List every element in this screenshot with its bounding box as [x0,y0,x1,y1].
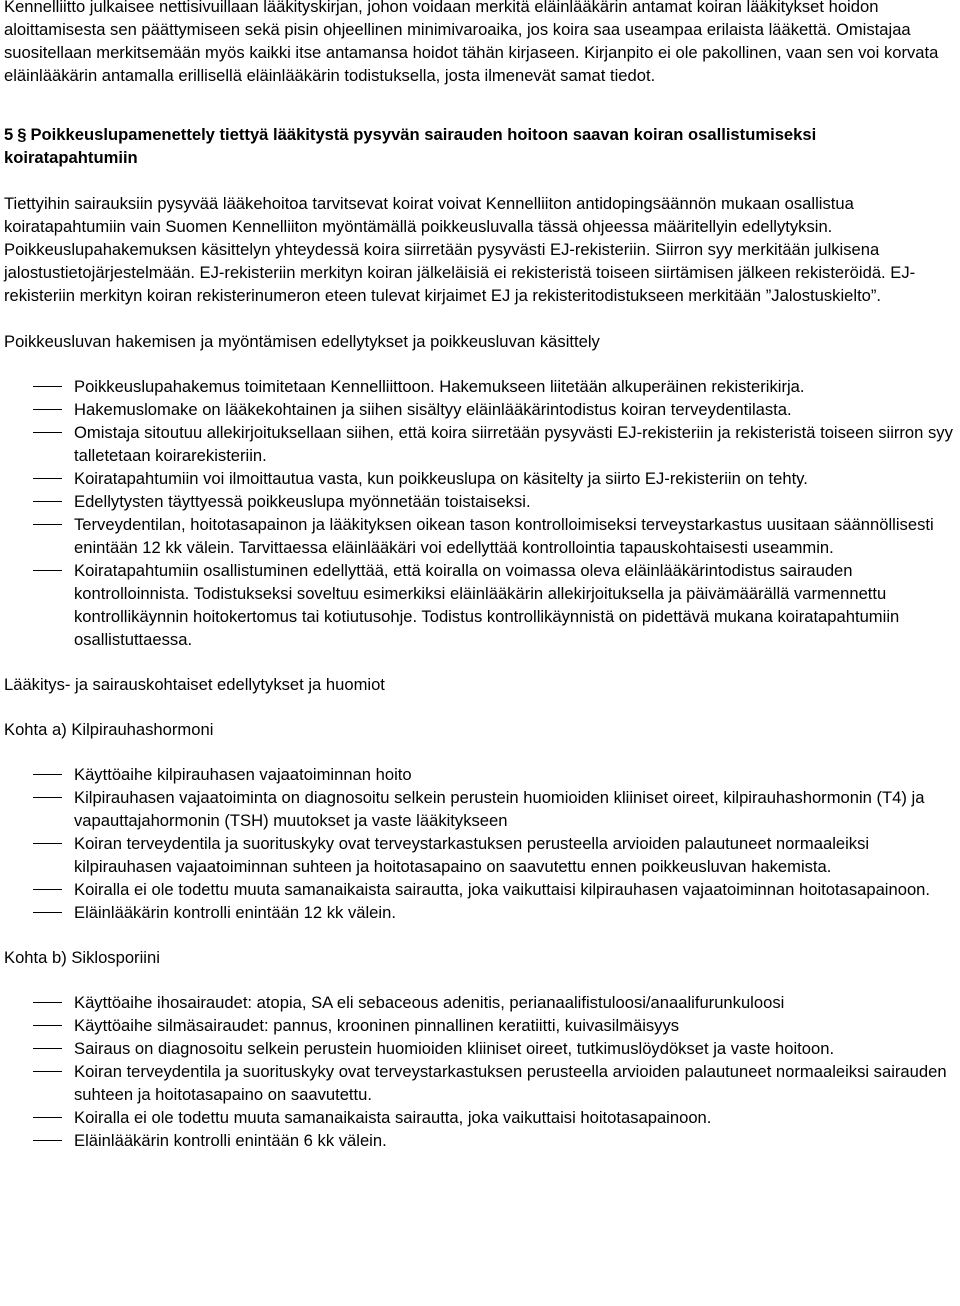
dash-bullet-icon [33,386,62,387]
kohta-a-title: Kohta a) Kilpirauhashormoni [4,720,214,739]
dash-bullet-icon [33,1140,62,1141]
list-item: Koiran terveydentila ja suorituskyky ovat terveystarkastuksen perusteella arvioiden palautuneet normaaleiksi sairauden suhteen ja hoitotasapaino on saavutettu. [4,1060,954,1106]
dash-bullet-icon [33,478,62,479]
section-title: Poikkeuslupamenettely tiettyä lääkitystä pysyvän sairauden hoitoon saavan koiran osallistumiseksi koiratapahtumiin [4,125,817,167]
dash-bullet-icon [33,1117,62,1118]
dash-bullet-icon [33,570,62,571]
list-item: Terveydentilan, hoitotasapainon ja lääkityksen oikean tason kontrolloimiseksi terveystarkastus uusitaan säännöllisesti enintään 12 kk välein. Tarvittaessa eläinlääkäri voi edellyttää kontrollointia tapauskohtaisesti useammin. [4,513,954,559]
list-item: Koiran terveydentila ja suorituskyky ovat terveystarkastuksen perusteella arvioiden palautuneet normaaleiksi kilpirauhasen vajaatoiminnan suhteen ja hoitotasapaino on saavutettu ennen poikkeusluvan hakemista. [4,832,954,878]
kohta-b-list [4,991,954,1152]
list-item: Koiratapahtumiin voi ilmoittautua vasta, kun poikkeuslupa on käsitelty ja siirto EJ-rekisteriin on tehty. [4,467,954,490]
kohta-a-list [4,763,954,924]
dash-bullet-icon [33,524,62,525]
dash-bullet-icon [33,1002,62,1003]
list-item: Koiratapahtumiin osallistuminen edellyttää, että koiralla on voimassa oleva eläinlääkärintodistus sairauden kontrolloinnista. Todistukseksi soveltuu esimerkiksi eläinlääkärin allekirjoituksella ja päivämäärällä varmennettu kontrollikäynnin hoitokertomus tai kotiutusohje. Todistus kontrollikäynnistä on pidettävä mukana koiratapahtumiin osallistuttaessa. [4,559,954,651]
dash-bullet-icon [33,409,62,410]
subheading-medication-specific: Lääkitys- ja sairauskohtaiset edellytykset ja huomiot [4,675,385,694]
section-number: 5 [4,125,14,144]
list-item: Sairaus on diagnosoitu selkein perustein huomioiden kliiniset oireet, tutkimuslöydökset ja vaste hoitoon. [4,1037,954,1060]
subheading-permit-process: Poikkeusluvan hakemisen ja myöntämisen edellytykset ja poikkeusluvan käsittely [4,332,600,351]
list-item: Eläinlääkärin kontrolli enintään 12 kk välein. [4,901,954,924]
dash-bullet-icon [33,889,62,890]
list-item: Omistaja sitoutuu allekirjoituksellaan siihen, että koira siirretään pysyvästi EJ-rekisteriin ja rekisteristä toiseen siirron syy talletetaan koirarekisteriin. [4,421,954,467]
dash-bullet-icon [33,774,62,775]
dash-bullet-icon [33,432,62,433]
list-item: Kilpirauhasen vajaatoiminta on diagnosoitu selkein perustein huomioiden kliiniset oireet, kilpirauhashormonin (T4) ja vapauttajahormonin (TSH) muutokset ja vaste lääkitykseen [4,786,954,832]
dash-bullet-icon [33,501,62,502]
dash-bullet-icon [33,1071,62,1072]
list-item: Käyttöaihe ihosairaudet: atopia, SA eli sebaceous adenitis, perianaalifistuloosi/anaalifurunkuloosi [4,991,954,1014]
list-item: Eläinlääkärin kontrolli enintään 6 kk välein. [4,1129,954,1152]
kohta-b-title: Kohta b) Siklosporiini [4,948,160,967]
dash-bullet-icon [33,1025,62,1026]
dash-bullet-icon [33,1048,62,1049]
list-item: Koiralla ei ole todettu muuta samanaikaista sairautta, joka vaikuttaisi hoitotasapainoon. [4,1106,954,1129]
list-item: Käyttöaihe kilpirauhasen vajaatoiminnan hoito [4,763,954,786]
body-paragraph: Tiettyihin sairauksiin pysyvää lääkehoitoa tarvitsevat koirat voivat Kennelliiton antidopingsäännön mukaan osallistua koiratapahtumiin vain Suomen Kennelliiton myöntämällä poikkeusluvalla tässä ohjeessa määritellyin edellytyksin. Poikkeuslupahakemuksen käsittelyn yhteydessä koira siirretään pysyvästi EJ-rekisteriin. Siirron syy merkitään julkisena jalostustietojärjestelmään. EJ-rekisteriin merkityn koiran jälkeläisiä ei rekisteristä toiseen siirtämisen jälkeen rekisteröidä. EJ-rekisteriin merkityn koiran rekisterinumeron eteen tulevat kirjaimet EJ ja rekisteritodistukseen merkitään ”Jalostuskielto”. [4,194,916,305]
list-item: Koiralla ei ole todettu muuta samanaikaista sairautta, joka vaikuttaisi kilpirauhasen vajaatoiminnan hoitotasapainoon. [4,878,954,901]
list-item: Hakemuslomake on lääkekohtainen ja siihen sisältyy eläinlääkärintodistus koiran terveydentilasta. [4,398,954,421]
dash-bullet-icon [33,912,62,913]
list-item: Poikkeuslupahakemus toimitetaan Kennelliittoon. Hakemukseen liitetään alkuperäinen rekisterikirja. [4,375,954,398]
section-heading [4,123,954,169]
dash-bullet-icon [33,797,62,798]
list-item: Käyttöaihe silmäsairaudet: pannus, krooninen pinnallinen keratiitti, kuivasilmäisyys [4,1014,954,1037]
dash-bullet-icon [33,843,62,844]
section-sign-icon: § [17,125,27,144]
permit-conditions-list [4,375,954,651]
list-item: Edellytysten täyttyessä poikkeuslupa myönnetään toistaiseksi. [4,490,954,513]
intro-paragraph: Kennelliitto julkaisee nettisivuillaan lääkityskirjan, johon voidaan merkitä eläinlääkärin antamat koiran lääkitykset hoidon aloittamisesta sen päättymiseen sekä pisin ohjeellinen minimivaroaika, jos koira saa useampaa erilaista lääkettä. Omistajaa suositellaan merkitsemään myös kaikki itse antamansa hoidot tähän kirjaseen. Kirjanpito ei ole pakollinen, vaan sen voi korvata eläinlääkärin antamalla erillisellä eläinlääkärin todistuksella, josta ilmenevät samat tiedot. [4,0,939,85]
